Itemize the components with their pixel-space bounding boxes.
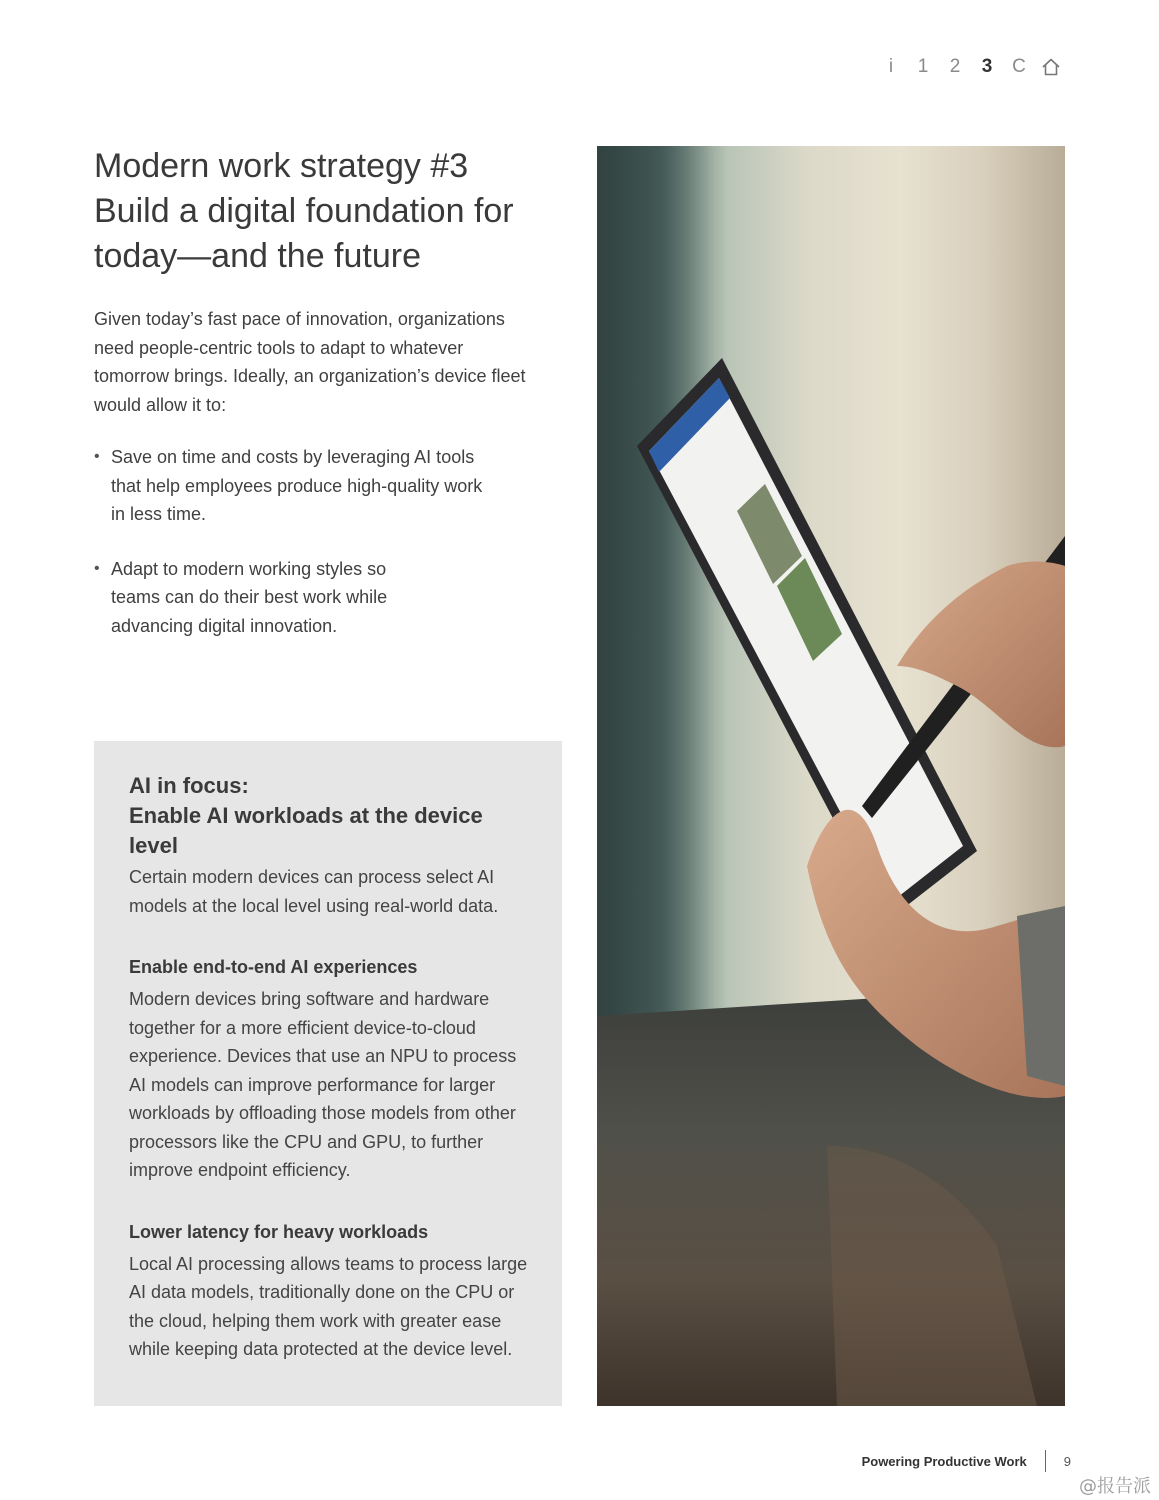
benefits-list [94, 443, 514, 666]
watermark: @报告派 [1079, 1476, 1151, 1497]
section-text-latency: Local AI processing allows teams to process large AI data models, traditionally done on the CPU or the cloud, helping them work with greater ease while keeping data protected at the device level. [129, 1253, 528, 1359]
nav-item-c[interactable]: C [1012, 56, 1026, 77]
page-heading [94, 144, 564, 279]
nav-item-3[interactable]: 3 [981, 56, 993, 77]
tablet-illustration [597, 146, 1065, 1406]
section-title-end-to-end: Enable end-to-end AI experiences [129, 957, 418, 977]
footer-title: Powering Productive Work [861, 1453, 1027, 1469]
footer-divider [1045, 1450, 1046, 1472]
list-item [94, 555, 421, 641]
home-icon[interactable] [1035, 56, 1067, 78]
list-item-text: Adapt to modern working styles so teams can do their best work while advancing digital innovation. [111, 558, 388, 636]
callout-title [129, 771, 529, 861]
ai-focus-callout [94, 741, 562, 1406]
page-number: 9 [1063, 1453, 1071, 1469]
callout-intro: Certain modern devices can process select AI models at the local level using real-world data. [129, 867, 499, 916]
bullet-icon: • [94, 448, 100, 465]
tablet-photo [597, 146, 1065, 1406]
heading-line-2: Build a digital foundation for [94, 192, 514, 230]
heading-line-3: today—and the future [94, 237, 422, 275]
callout-title-line-1: AI in focus: [129, 773, 249, 798]
intro-paragraph: Given today’s fast pace of innovation, organizations need people-centric tools to adapt to whatever tomorrow brings. Ideally, an organization’s device fleet would allow it to: [94, 309, 526, 415]
section-text-end-to-end: Modern devices bring software and hardware together for a more efficient device-to-cloud experience. Devices that use an NPU to process AI models can improve performance for larger workloads by offloading those models from other processors like the CPU and GPU, to further improve endpoint efficiency. [129, 989, 517, 1180]
callout-content [129, 771, 529, 1364]
callout-title-line-2: Enable AI workloads at the device level [129, 803, 483, 858]
page-footer [862, 1450, 1071, 1472]
nav-item-1[interactable]: 1 [917, 56, 929, 77]
heading-line-1: Modern work strategy #3 [94, 147, 469, 185]
bullet-icon: • [94, 559, 100, 577]
list-item-text: Save on time and costs by leveraging AI tools that help employees produce high-quality work in less time. [111, 447, 483, 524]
nav-item-2[interactable]: 2 [949, 56, 961, 77]
nav-item-i[interactable]: i [888, 56, 894, 77]
list-item [94, 443, 491, 529]
section-title-latency: Lower latency for heavy workloads [129, 1221, 429, 1242]
page-navigation [875, 56, 1067, 78]
